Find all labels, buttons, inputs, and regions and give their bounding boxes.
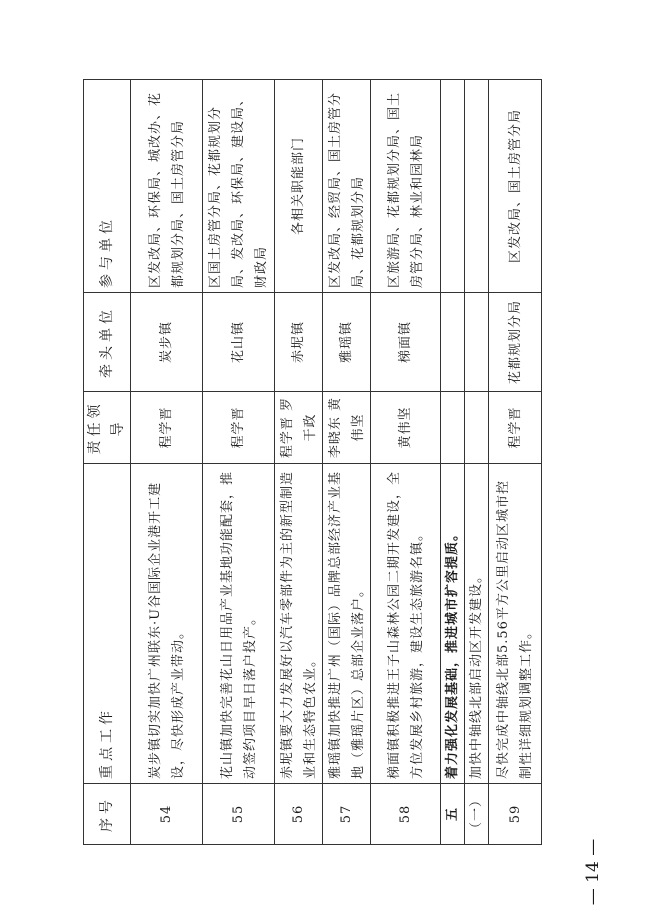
row-leader: 程学晋 罗干政: [275, 392, 323, 464]
row-lead-unit: 赤坭镇: [275, 293, 323, 392]
row-participants: 区发改局、经贸局、国土房管分局、花都规划分局: [323, 80, 371, 293]
section-title: 着力强化发展基础，推进城市扩容提质。: [441, 464, 465, 784]
section-unit-empty: [441, 293, 465, 392]
row-leader: 程学晋: [203, 392, 275, 464]
row-lead-unit: 雅瑶镇: [323, 293, 371, 392]
row-leader: 黄伟坚: [371, 392, 441, 464]
subsection-leader-empty: [465, 392, 489, 464]
row-task: 尽快完成中轴线北部5.56平方公里启动区城市控制性详细规划调整工作。: [489, 464, 542, 784]
section-no: 五: [441, 784, 465, 845]
row-leader: 李晓东 黄伟坚: [323, 392, 371, 464]
row-leader: 程学晋: [489, 392, 542, 464]
page-number-text: — 14 —: [583, 838, 603, 906]
header-participants: 参与单位: [84, 80, 131, 293]
subsection-participants-empty: [465, 80, 489, 293]
row-no: 58: [371, 784, 441, 845]
row-lead-unit: 花都规划分局: [489, 293, 542, 392]
table-row: [203, 80, 275, 845]
section-leader-empty: [441, 392, 465, 464]
row-no: 59: [489, 784, 542, 845]
header-no: 序号: [84, 784, 131, 845]
row-task: 梯面镇积极推进王子山森林公园二期开发建设，全方位发展乡村旅游，建设生态旅游名镇。: [371, 464, 441, 784]
row-task: 炭步镇切实加快广州联东·U谷国际企业港开工建设，尽快形成产业带动。: [131, 464, 203, 784]
subsection-no: （一）: [465, 784, 489, 845]
rotated-table-container: [83, 93, 540, 845]
subsection-title: 加快中轴线北部启动区开发建设。: [465, 464, 489, 784]
work-plan-table: [83, 79, 542, 845]
row-task: 雅瑶镇加快推进广州（国际）品牌总部经济产业基地（雅瑶片区）总部企业落户。: [323, 464, 371, 784]
row-participants: 区发改局、国土房管分局: [489, 80, 542, 293]
header-leader: 责任领导: [84, 392, 131, 464]
row-no: 55: [203, 784, 275, 845]
header-task: 重点工作: [84, 464, 131, 784]
table-row: [275, 80, 323, 845]
table-row: [371, 80, 441, 845]
row-participants: 各相关职能部门: [275, 80, 323, 293]
row-lead-unit: 梯面镇: [371, 293, 441, 392]
table-header-row: [84, 80, 131, 845]
row-leader: 程学晋: [131, 392, 203, 464]
row-no: 56: [275, 784, 323, 845]
table-row: [131, 80, 203, 845]
subsection-unit-empty: [465, 293, 489, 392]
header-lead-unit: 牵头单位: [84, 293, 131, 392]
row-task: 赤坭镇要大力发展好以汽车零部件为主的新型制造业和生态特色农业。: [275, 464, 323, 784]
row-participants: 区旅游局、花都规划分局、国土房管分局、林业和园林局: [371, 80, 441, 293]
row-participants: 区发改局、环保局、城改办、花都规划分局、国土房管分局: [131, 80, 203, 293]
row-no: 57: [323, 784, 371, 845]
subsection-row: [465, 80, 489, 845]
table-row: [323, 80, 371, 845]
page-number: [583, 832, 603, 912]
section-participants-empty: [441, 80, 465, 293]
row-lead-unit: 花山镇: [203, 293, 275, 392]
row-no: 54: [131, 784, 203, 845]
row-lead-unit: 炭步镇: [131, 293, 203, 392]
row-task: 花山镇加快完善花山日用品产业基地功能配套，推动签约项目早日落户投产。: [203, 464, 275, 784]
table-row: [489, 80, 542, 845]
section-row: [441, 80, 465, 845]
row-participants: 区国土房管分局、花都规划分局、发改局、环保局、建设局、财政局: [203, 80, 275, 293]
